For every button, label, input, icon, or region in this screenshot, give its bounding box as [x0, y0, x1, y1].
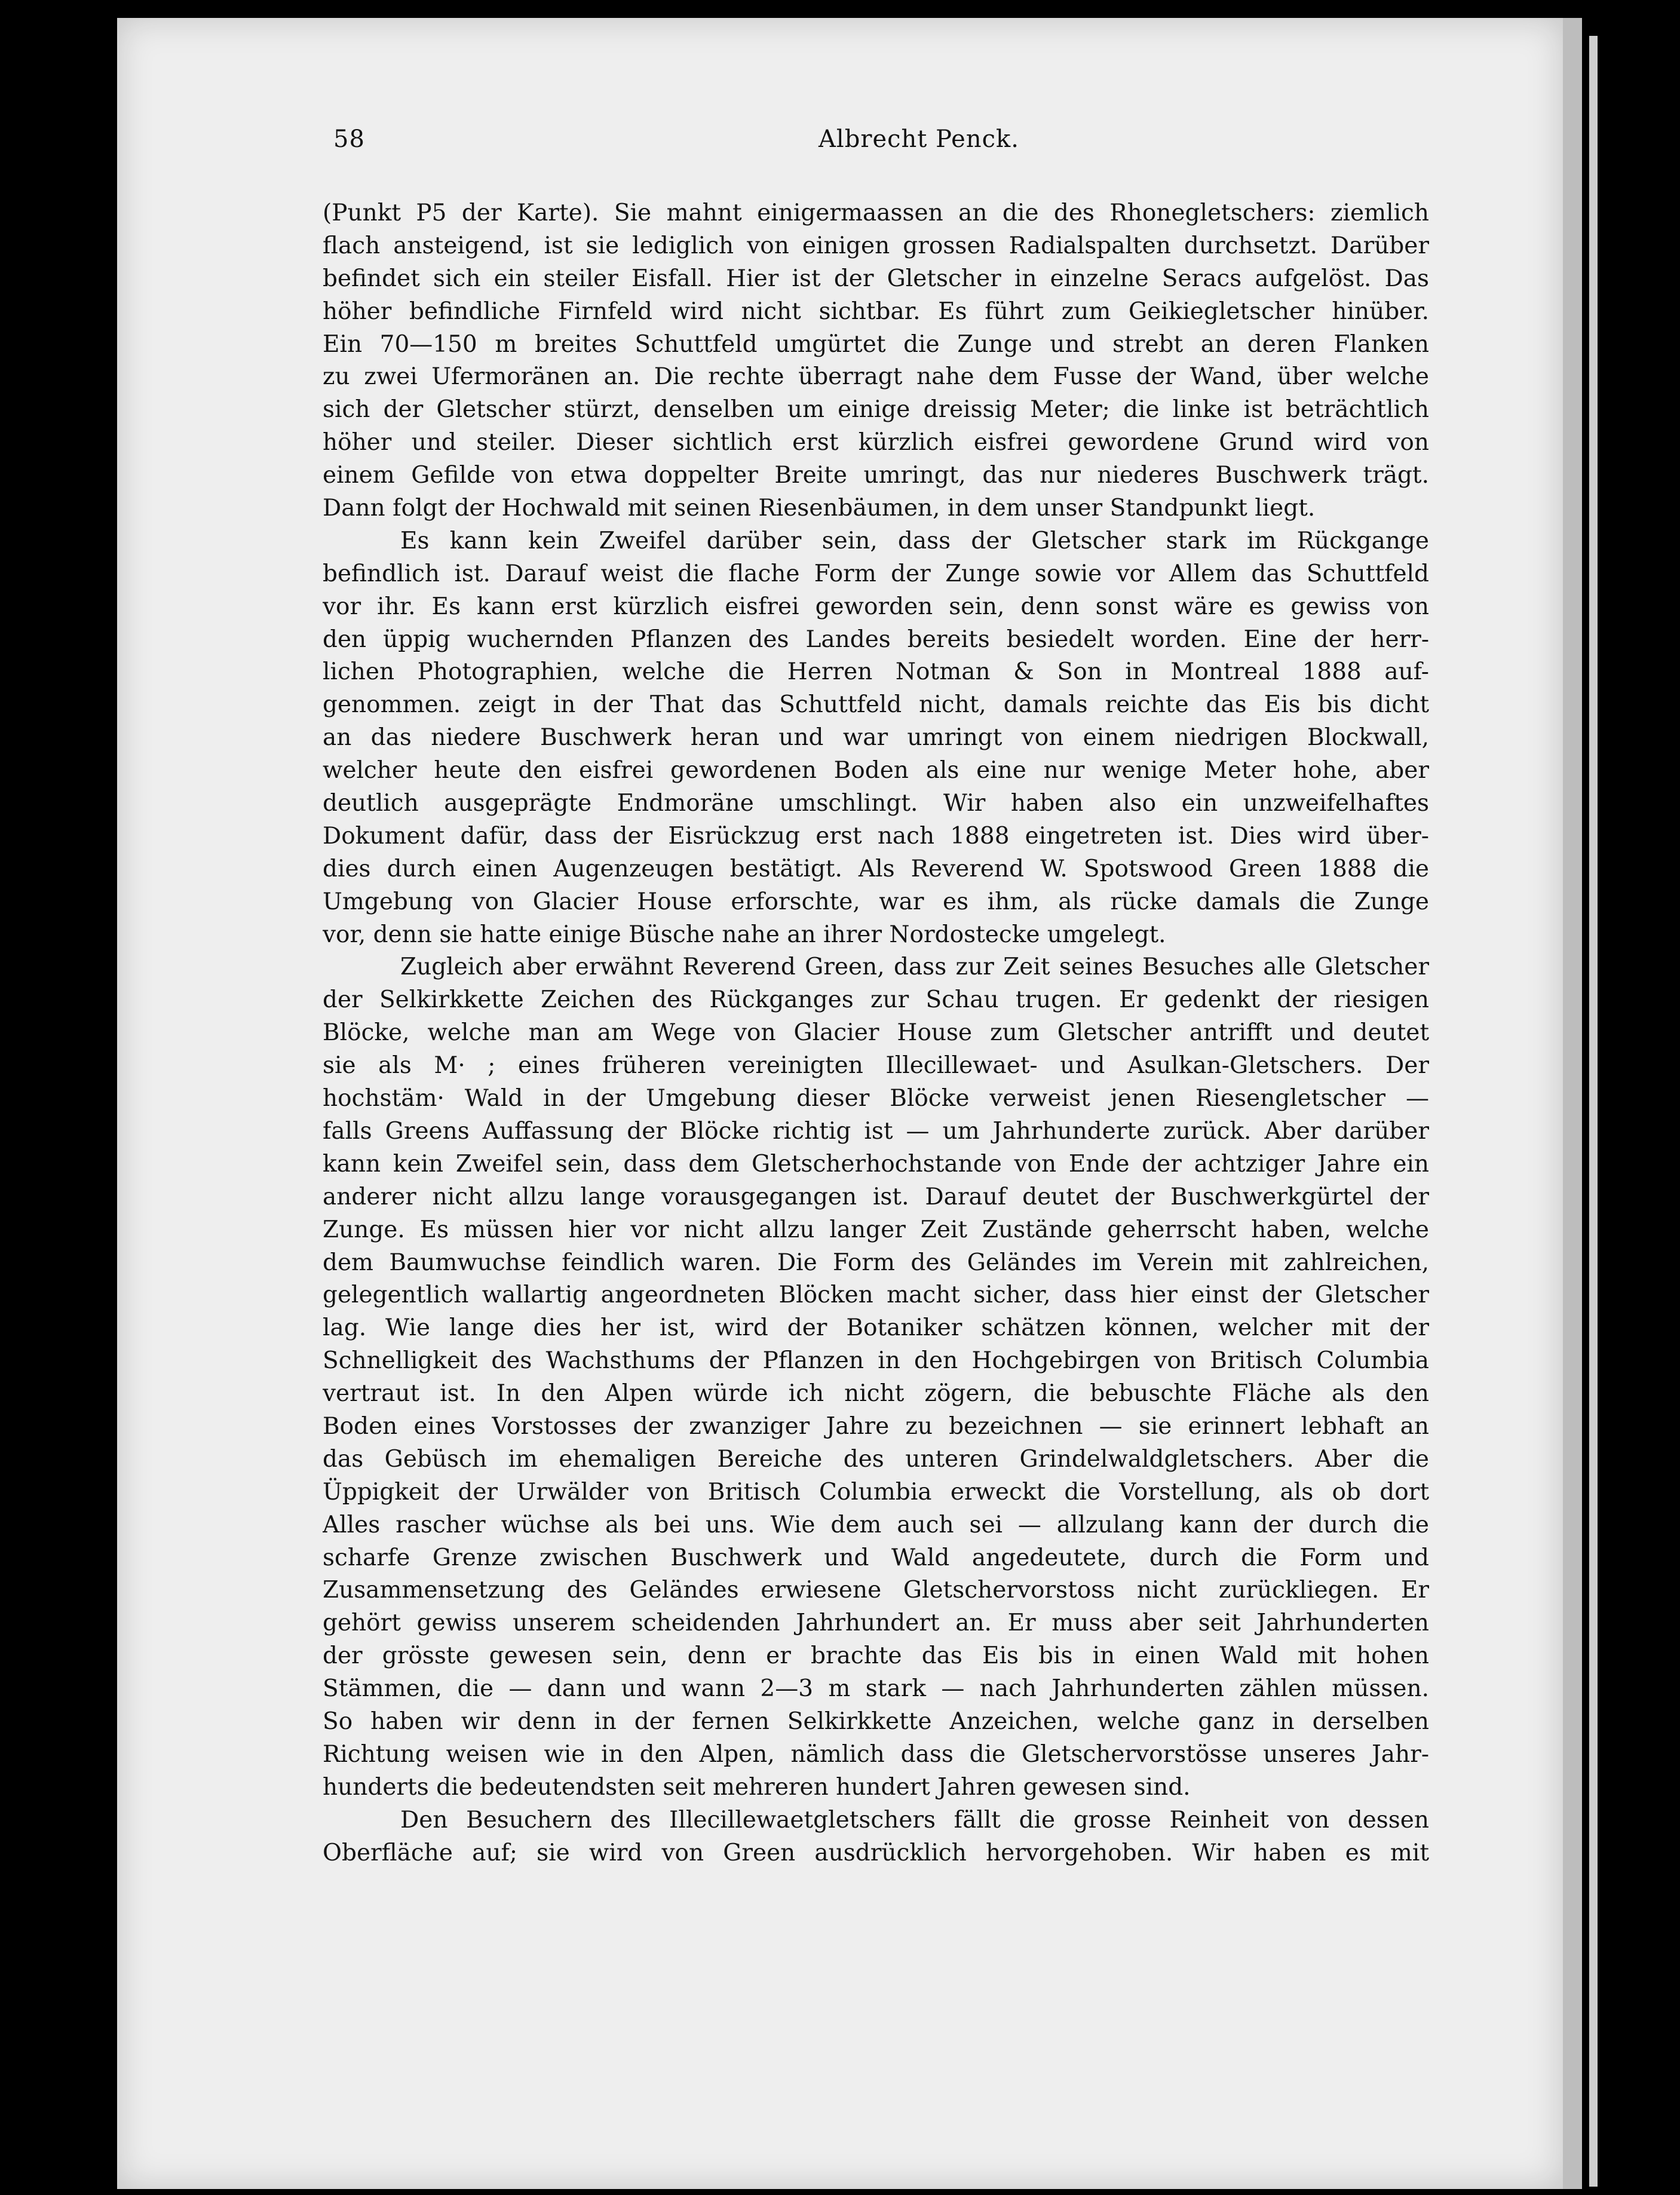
- text-line: Zusammensetzung des Geländes erwiesene Gletschervorstoss nicht zurückliegen. Er: [323, 1577, 1429, 1604]
- text-line: dies durch einen Augenzeugen bestätigt. Als Reverend W. Spotswood Green 1888 die: [323, 855, 1429, 882]
- text-line: sie als M· ; eines früheren vereinigten Illecillewaet- und Asulkan-Gletschers. Der: [323, 1052, 1429, 1080]
- text-line: deutlich ausgeprägte Endmoräne umschlingt. Wir haben also ein unzweifelhaftes: [323, 790, 1429, 817]
- text-line: (Punkt P5 der Karte). Sie mahnt einigermaassen an die des Rhonegletschers: ziemlich: [323, 200, 1429, 226]
- text-line: befindet sich ein steiler Eisfall. Hier ist der Gletscher in einzelne Seracs aufgelöst. Das: [323, 265, 1429, 292]
- text-line: kann kein Zweifel sein, dass dem Gletscherhochstande von Ende der achtziger Jahre ein: [323, 1150, 1429, 1178]
- text-line: einem Gefilde von etwa doppelter Breite umringt, das nur niederes Buschwerk trägt.: [323, 462, 1429, 489]
- running-head-author: Albrecht Penck.: [818, 125, 1019, 153]
- text-line: an das niedere Buschwerk heran und war umringt von einem niedrigen Blockwall,: [323, 724, 1429, 752]
- text-line: Dokument dafür, dass der Eisrückzug erst nach 1888 eingetreten ist. Dies wird über-: [323, 822, 1429, 850]
- text-line: Umgebung von Glacier House erforschte, war es ihm, als rücke damals die Zunge: [323, 888, 1429, 915]
- text-line: der Selkirkkette Zeichen des Rückganges zur Schau trugen. Er gedenkt der riesigen: [323, 986, 1429, 1014]
- text-line: zu zwei Ufermoränen an. Die rechte überragt nahe dem Fusse der Wand, über welche: [323, 363, 1429, 391]
- text-line: lichen Photographien, welche die Herren Notman & Son in Montreal 1888 auf-: [323, 658, 1429, 686]
- text-line: gehört gewiss unserem scheidenden Jahrhundert an. Er muss aber seit Jahrhunderten: [323, 1610, 1429, 1637]
- text-line: Zugleich aber erwähnt Reverend Green, dass zur Zeit seines Besuches alle Gletscher: [400, 954, 1429, 981]
- text-line: vertraut ist. In den Alpen würde ich nicht zögern, die bebuschte Fläche als den: [323, 1380, 1429, 1408]
- text-line: genommen. zeigt in der That das Schuttfeld nicht, damals reichte das Eis bis dicht: [323, 691, 1429, 719]
- text-line: Alles rascher wüchse als bei uns. Wie dem auch sei — allzulang kann der durch die: [323, 1511, 1429, 1538]
- text-line: hochstäm· Wald in der Umgebung dieser Blöcke verweist jenen Riesengletscher —: [323, 1085, 1429, 1112]
- text-line: sich der Gletscher stürzt, denselben um einige dreissig Meter; die linke ist beträchtlich: [323, 396, 1429, 424]
- text-line: lag. Wie lange dies her ist, wird der Botaniker schätzen können, welcher mit der: [323, 1314, 1429, 1342]
- text-line: flach ansteigend, ist sie lediglich von einigen grossen Radialspalten durchsetzt. Darüber: [323, 232, 1429, 259]
- body-text: [323, 197, 1429, 1869]
- text-line: welcher heute den eisfrei gewordenen Boden als eine nur wenige Meter hohe, aber: [323, 757, 1429, 784]
- text-line: dem Baumwuchse feindlich waren. Die Form des Geländes im Verein mit zahlreichen,: [323, 1249, 1429, 1276]
- text-line: Zunge. Es müssen hier vor nicht allzu langer Zeit Zustände geherrscht haben, welche: [323, 1216, 1429, 1243]
- text-line: Blöcke, welche man am Wege von Glacier House zum Gletscher antrifft und deutet: [323, 1019, 1429, 1047]
- text-line: So haben wir denn in der fernen Selkirkkette Anzeichen, welche ganz in derselben: [323, 1707, 1429, 1735]
- text-line: Üppigkeit der Urwälder von Britisch Columbia erweckt die Vorstellung, als ob dort: [323, 1478, 1429, 1506]
- running-head: [333, 125, 1427, 167]
- text-line: Den Besuchern des Illecillewaetgletschers fällt die grosse Reinheit von dessen: [400, 1806, 1429, 1834]
- text-line: Ein 70—150 m breites Schuttfeld umgürtet die Zunge und strebt an deren Flanken: [323, 330, 1429, 358]
- text-line: Schnelligkeit des Wachsthums der Pflanzen in den Hochgebirgen von Britisch Columbia: [323, 1347, 1429, 1375]
- text-line: Dann folgt der Hochwald mit seinen Riesenbäumen, in dem unser Standpunkt liegt.: [323, 495, 1316, 522]
- text-line: vor ihr. Es kann erst kürzlich eisfrei geworden sein, denn sonst wäre es gewiss von: [323, 593, 1429, 620]
- text-line: falls Greens Auffassung der Blöcke richtig ist — um Jahrhunderte zurück. Aber darüber: [323, 1117, 1429, 1145]
- text-line: den üppig wuchernden Pflanzen des Landes bereits besiedelt worden. Eine der herr-: [323, 626, 1429, 653]
- page-edge-right: [1563, 18, 1582, 2189]
- text-line: Es kann kein Zweifel darüber sein, dass der Gletscher stark im Rückgange: [400, 527, 1429, 554]
- text-line: höher befindliche Firnfeld wird nicht sichtbar. Es führt zum Geikiegletscher hinüber.: [323, 298, 1429, 325]
- text-line: Richtung weisen wie in den Alpen, nämlich dass die Gletschervorstösse unseres Jahr-: [323, 1740, 1429, 1768]
- text-line: höher und steiler. Dieser sichtlich erst kürzlich eisfrei gewordene Grund wird von: [323, 429, 1429, 456]
- text-line: Oberfläche auf; sie wird von Green ausdrücklich hervorgehoben. Wir haben es mit: [323, 1839, 1429, 1866]
- text-line: befindlich ist. Darauf weist die flache Form der Zunge sowie vor Allem das Schuttfeld: [323, 560, 1429, 587]
- page-edge-right-outer: [1589, 36, 1598, 2187]
- text-line: vor, denn sie hatte einige Büsche nahe an ihrer Nordostecke umgelegt.: [323, 921, 1166, 948]
- text-line: gelegentlich wallartig angeordneten Blöcken macht sicher, dass hier einst der Gletscher: [323, 1282, 1429, 1309]
- text-line: Boden eines Vorstosses der zwanziger Jahre zu bezeichnen — sie erinnert lebhaft an: [323, 1412, 1429, 1440]
- text-line: scharfe Grenze zwischen Buschwerk und Wald angedeutete, durch die Form und: [323, 1544, 1429, 1571]
- text-line: Stämmen, die — dann und wann 2—3 m stark — nach Jahrhunderten zählen müssen.: [323, 1675, 1429, 1703]
- text-line: das Gebüsch im ehemaligen Bereiche des unteren Grindelwaldgletschers. Aber die: [323, 1445, 1429, 1473]
- text-line: anderer nicht allzu lange vorausgegangen ist. Darauf deutet der Buschwerkgürtel der: [323, 1183, 1429, 1210]
- text-line: der grösste gewesen sein, denn er brachte das Eis bis in einen Wald mit hohen: [323, 1642, 1429, 1670]
- page-number: 58: [333, 125, 365, 153]
- text-line: hunderts die bedeutendsten seit mehreren hundert Jahren gewesen sind.: [323, 1773, 1191, 1801]
